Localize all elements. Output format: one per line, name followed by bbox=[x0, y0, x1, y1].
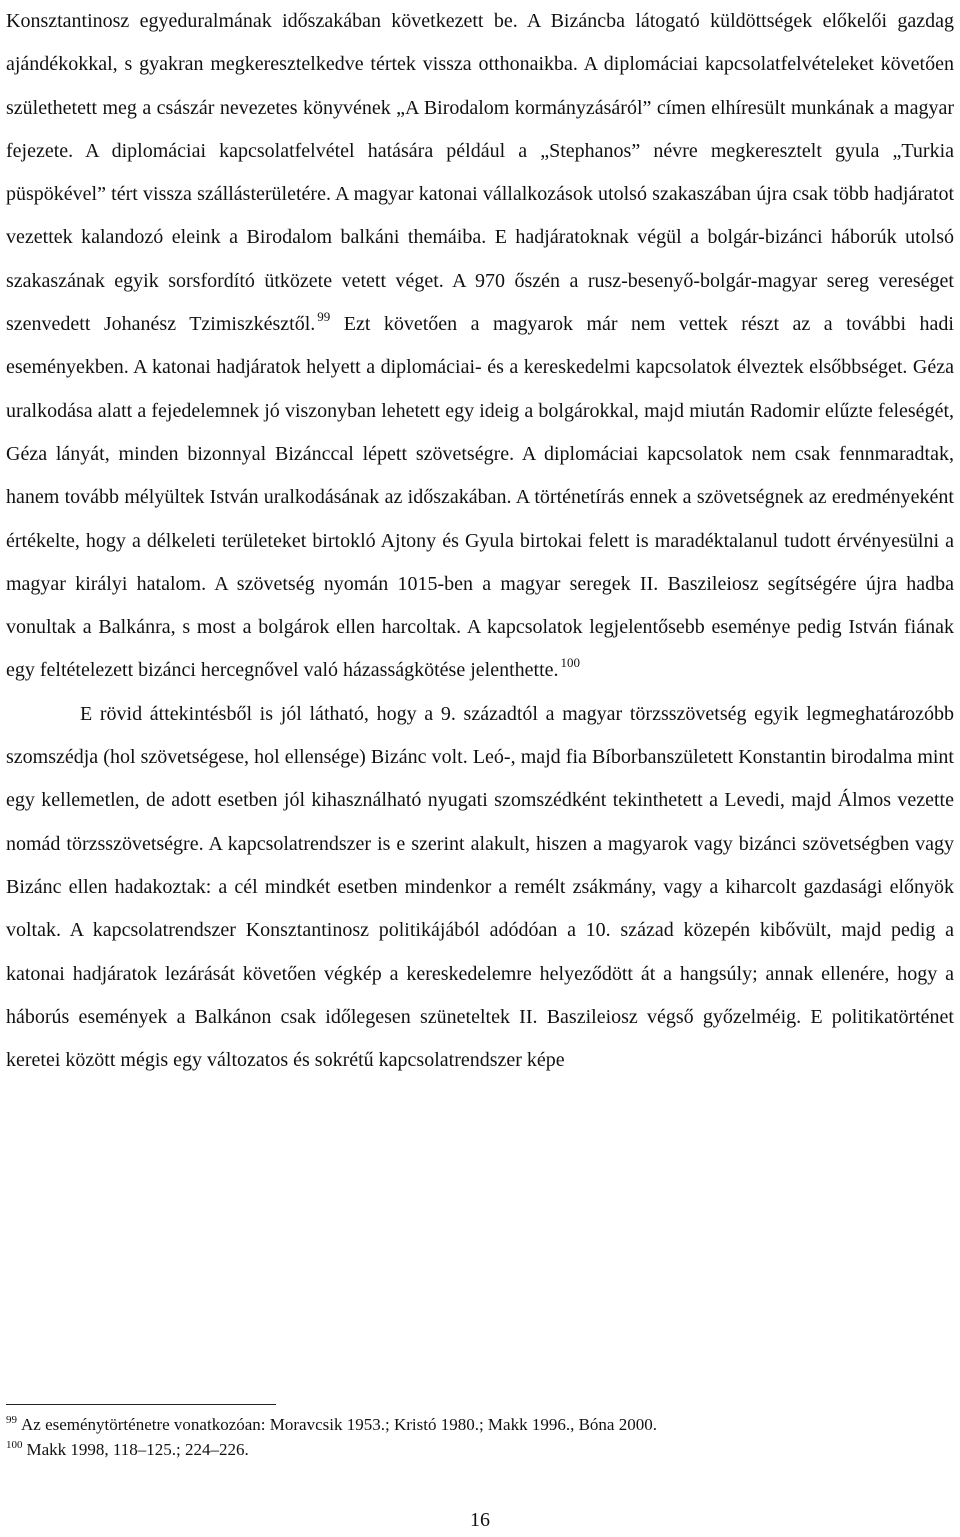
footnote-ref-99[interactable]: 99 bbox=[317, 309, 331, 325]
footnote-text: Az eseménytörténetre vonatkozóan: Moravcsik 1953.; Kristó 1980.; Makk 1996., Bóna 2000. bbox=[21, 1415, 657, 1434]
page-number: 16 bbox=[470, 1509, 490, 1531]
footnote-ref-100[interactable]: 100 bbox=[560, 655, 580, 671]
paragraph-1-text-continued: Ezt követően a magyarok már nem vettek részt az a további hadi eseményekben. A katonai hadjáratok helyett a diplomáciai- és a kereskedelmi kapcsolatok élveztek elsőbbséget. Géza uralkodása alatt a fejedelemnek jó viszonyban lehetett egy ideig a bolgárokkal, majd miután Radomir elűzte feleségét, Géza lányát, minden bizonnyal Bizánccal lépett szövetségre. A diplomáciai kapcsolatok nem csak fennmaradtak, hanem tovább mélyültek István uralkodásának az időszakában. A történetírás ennek a szövetségnek az eredményeként értékelte, hogy a délkeleti területeket birtokló Ajtony és Gyula birtokai felett is maradéktalanul tudott érvényesülni a magyar királyi hatalom. A szövetség nyomán 1015-ben a magyar seregek II. Baszileiosz segítségére újra hadba vonultak a Balkánra, s most a bolgárok ellen harcoltak. A kapcsolatok legjelentősebb eseménye pedig István fiának egy feltételezett bizánci hercegnővel való házasságkötése jelenthette. bbox=[6, 313, 954, 682]
footnote-separator bbox=[6, 1404, 276, 1405]
footnote-99 bbox=[6, 1412, 954, 1437]
paragraph-2 bbox=[6, 693, 954, 1083]
body-text bbox=[6, 0, 954, 1082]
footnotes bbox=[6, 1412, 954, 1462]
paragraph-2-text: E rövid áttekintésből is jól látható, hogy a 9. századtól a magyar törzsszövetség egyik legmeghatározóbb szomszédja (hol szövetségese, hol ellensége) Bizánc volt. Leó-, majd fia Bíborbanszületett Konstantin birodalma mint egy kellemetlen, de adott esetben jól kihasználható nyugati szomszédként tekinthetett a Levedi, majd Álmos vezette nomád törzsszövetségre. A kapcsolatrendszer is e szerint alakult, hiszen a magyarok vagy bizánci szövetségben vagy Bizánc ellen hadakoztak: a cél mindkét esetben mindenkor a remélt zsákmány, vagy a kiharcolt gazdasági előnyök voltak. A kapcsolatrendszer Konsztantinosz politikájából adódóan a 10. század közepén kibővült, majd pedig a katonai hadjáratok lezárását követően végkép a kereskedelemre helyeződött át a hangsúly; annak ellenére, hogy a háborús események a Balkánon csak időlegesen szüneteltek II. Baszileiosz végső győzelméig. E politikatörténet keretei között mégis egy változatos és sokrétű kapcsolatrendszer képe bbox=[6, 702, 954, 1072]
paragraph-1 bbox=[6, 0, 954, 693]
footnote-text: Makk 1998, 118–125.; 224–226. bbox=[26, 1440, 249, 1459]
paragraph-1-text: Konsztantinosz egyeduralmának időszakában következett be. A Bizáncba látogató küldöttségek előkelői gazdag ajándékokkal, s gyakran megkeresztelkedve tértek vissza otthonaikba. A diplomáciai kapcsolatfelvételeket követően születhetett meg a császár nevezetes könyvének „A Birodalom kormányzásáról” címen elhíresült munkának a magyar fejezete. A diplomáciai kapcsolatfelvétel hatására például a „Stephanos” névre megkeresztelt gyula „Turkia püspökével” tért vissza szállásterületére. A magyar katonai vállalkozások utolsó szakaszában újra csak több hadjáratot vezettek kalandozó eleink a Birodalom balkáni themáiba. E hadjáratoknak végül a bolgár-bizánci háborúk utolsó szakaszának egyik sorsfordító ütközete vetett véget. A 970 őszén a rusz-besenyő-bolgár-magyar sereg vereséget szenvedett Johanész Tzimiszkésztől. bbox=[6, 10, 954, 336]
footnote-number: 100 bbox=[6, 1439, 23, 1451]
footnote-100 bbox=[6, 1437, 954, 1462]
footnote-number: 99 bbox=[6, 1414, 17, 1426]
